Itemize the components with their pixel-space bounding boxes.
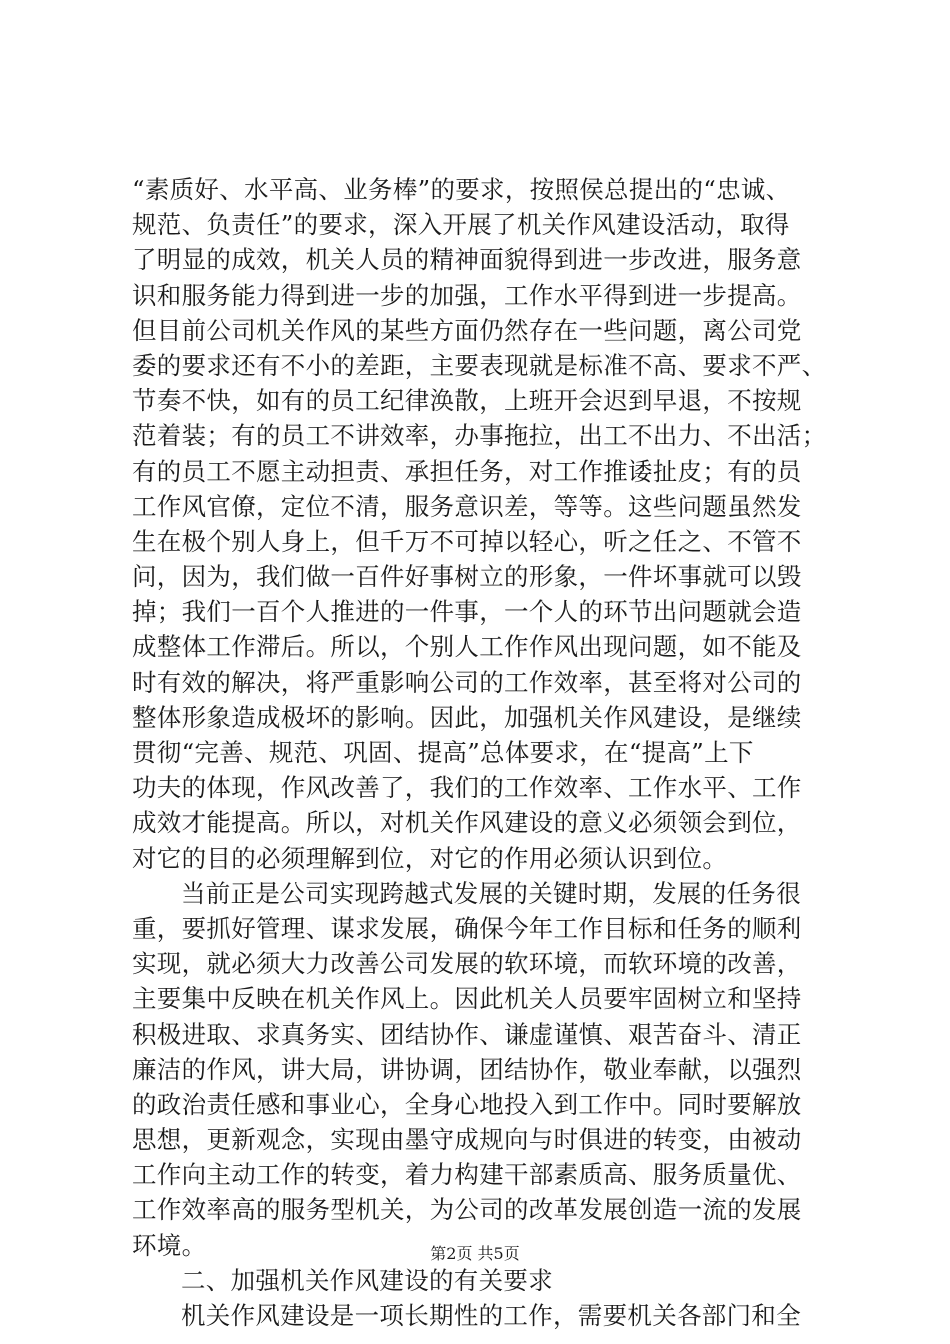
text-line: 有的员工不愿主动担责、承担任务，对工作推诿扯皮；有的员 <box>132 456 802 486</box>
text-line: 成效才能提高。所以，对机关作风建设的意义必须领会到位， <box>132 808 802 838</box>
text-line: “素质好、水平高、业务棒”的要求，按照侯总提出的“忠诚、 <box>132 175 791 204</box>
text-line: 贯彻“完善、规范、巩固、提高”总体要求，在“提高”上下 <box>132 738 754 767</box>
paragraph <box>132 1298 832 1333</box>
text-line: 重，要抓好管理、谋求发展，确保今年工作目标和任务的顺利 <box>132 913 802 943</box>
text-line: 范着装；有的员工不讲效率，办事拖拉，出工不出力、不出活； <box>132 421 827 451</box>
text-line: 识和服务能力得到进一步的加强，工作水平得到进一步提高。 <box>132 280 802 310</box>
text-line: 了明显的成效，机关人员的精神面貌得到进一步改进，服务意 <box>132 245 802 275</box>
text-line: 成整体工作滞后。所以，个别人工作作风出现问题，如不能及 <box>132 632 802 662</box>
text-line: 廉洁的作风，讲大局，讲协调，团结协作，敬业奉献，以强烈 <box>132 1054 802 1084</box>
page-footer: 第2页 共5页 <box>430 1244 520 1263</box>
text-line: 但目前公司机关作风的某些方面仍然存在一些问题，离公司党 <box>132 315 802 345</box>
paragraph <box>132 1263 832 1298</box>
text-line: 节奏不快，如有的员工纪律涣散，上班开会迟到早退，不按规 <box>132 386 802 416</box>
text-line: 工作向主动工作的转变，着力构建干部素质高、服务质量优、 <box>132 1160 802 1190</box>
text-line: 整体形象造成极坏的影响。因此，加强机关作风建设，是继续 <box>132 702 802 732</box>
text-line: 工作风官僚，定位不清，服务意识差，等等。这些问题虽然发 <box>132 491 802 521</box>
text-line: 掉；我们一百个人推进的一件事，一个人的环节出问题就会造 <box>132 597 802 627</box>
text-line: 机关作风建设是一项长期性的工作，需要机关各部门和全 <box>181 1301 801 1330</box>
text-line: 实现，就必须大力改善公司发展的软环境，而软环境的改善， <box>132 949 802 979</box>
text-line: 积极进取、求真务实、团结协作、谦虚谨慎、艰苦奋斗、清正 <box>132 1019 802 1049</box>
text-line: 对它的目的必须理解到位，对它的作用必须认识到位。 <box>132 843 728 873</box>
text-line: 环境。 <box>132 1230 207 1260</box>
text-line: 委的要求还有不小的差距，主要表现就是标准不高、要求不严、 <box>132 350 827 380</box>
text-line: 二、加强机关作风建设的有关要求 <box>181 1265 553 1295</box>
text-line: 主要集中反映在机关作风上。因此机关人员要牢固树立和坚持 <box>132 984 802 1014</box>
paragraph <box>132 876 832 1263</box>
text-line: 思想，更新观念，实现由墨守成规向与时俱进的转变，由被动 <box>132 1125 802 1155</box>
text-line: 生在极个别人身上，但千万不可掉以轻心，听之任之、不管不 <box>132 526 802 556</box>
text-line: 功夫的体现，作风改善了，我们的工作效率、工作水平、工作 <box>132 773 802 803</box>
text-line: 规范、负责任”的要求，深入开展了机关作风建设活动，取得 <box>132 210 790 240</box>
text-line: 当前正是公司实现跨越式发展的关键时期，发展的任务很 <box>181 878 801 908</box>
text-line: 工作效率高的服务型机关，为公司的改革发展创造一流的发展 <box>132 1195 802 1225</box>
text-line: 问，因为，我们做一百件好事树立的形象，一件坏事就可以毁 <box>132 562 802 592</box>
paragraph <box>132 172 832 876</box>
body-text <box>132 172 832 1333</box>
text-line: 的政治责任感和事业心，全身心地投入到工作中。同时要解放 <box>132 1089 802 1119</box>
text-line: 时有效的解决，将严重影响公司的工作效率，甚至将对公司的 <box>132 667 802 697</box>
